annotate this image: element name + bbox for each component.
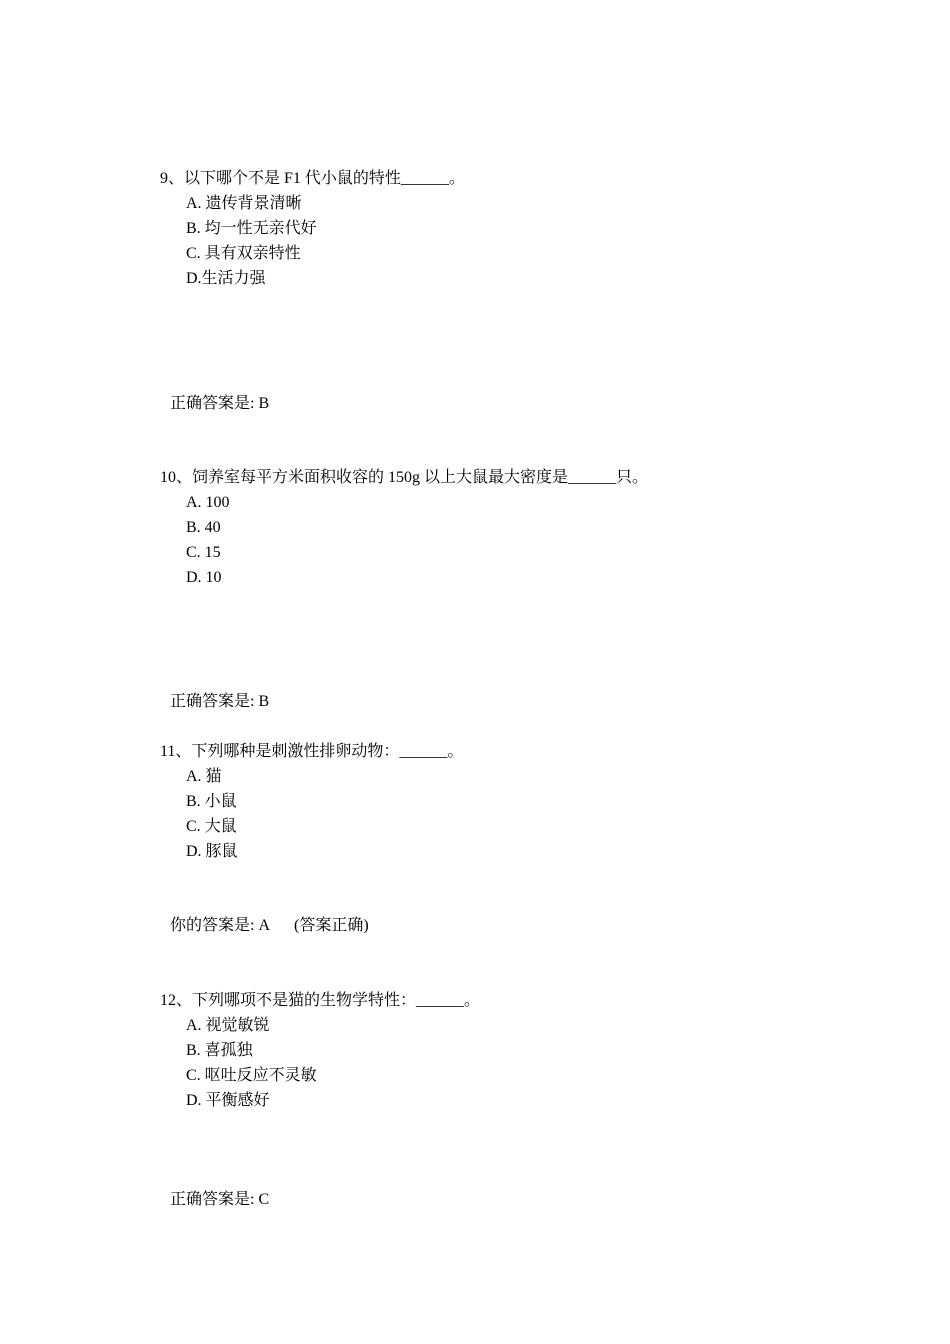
- question-9-option-c: C. 具有双亲特性: [186, 245, 301, 262]
- question-9-option-d: D.生活力强: [186, 270, 266, 287]
- question-11-answer: 你的答案是: A: [170, 917, 271, 934]
- question-9-option-a: A. 遗传背景清晰: [186, 195, 302, 212]
- question-11-stem: 11、下列哪种是刺激性排卵动物：______。: [160, 743, 464, 760]
- question-11-answer-line: [170, 916, 369, 936]
- question-12-option-d: D. 平衡感好: [186, 1092, 270, 1109]
- question-12-stem: 12、下列哪项不是猫的生物学特性：______。: [160, 992, 481, 1009]
- question-11-option-a: A. 猫: [186, 768, 222, 785]
- question-11-option-d: D. 豚鼠: [186, 843, 238, 860]
- question-9-stem: 9、以下哪个不是 F1 代小鼠的特性______。: [160, 170, 465, 187]
- question-12-option-a: A. 视觉敏锐: [186, 1017, 270, 1034]
- question-12-answer: 正确答案是: C: [170, 1191, 270, 1208]
- question-11-answer-note: (答案正确): [294, 917, 369, 934]
- question-12-option-b: B. 喜孤独: [186, 1042, 253, 1059]
- question-10-option-c: C. 15: [186, 544, 221, 561]
- question-10-option-b: B. 40: [186, 519, 221, 536]
- question-9-option-b: B. 均一性无亲代好: [186, 220, 317, 237]
- question-9-answer: 正确答案是: B: [170, 395, 270, 412]
- question-10-stem: 10、饲养室每平方米面积收容的 150g 以上大鼠最大密度是______只。: [160, 469, 649, 486]
- question-10-option-a: A. 100: [186, 494, 230, 511]
- question-10-answer: 正确答案是: B: [170, 693, 270, 710]
- question-12-option-c: C. 呕吐反应不灵敏: [186, 1067, 317, 1084]
- question-11-option-c: C. 大鼠: [186, 818, 237, 835]
- question-11-option-b: B. 小鼠: [186, 793, 237, 810]
- question-10-option-d: D. 10: [186, 569, 222, 586]
